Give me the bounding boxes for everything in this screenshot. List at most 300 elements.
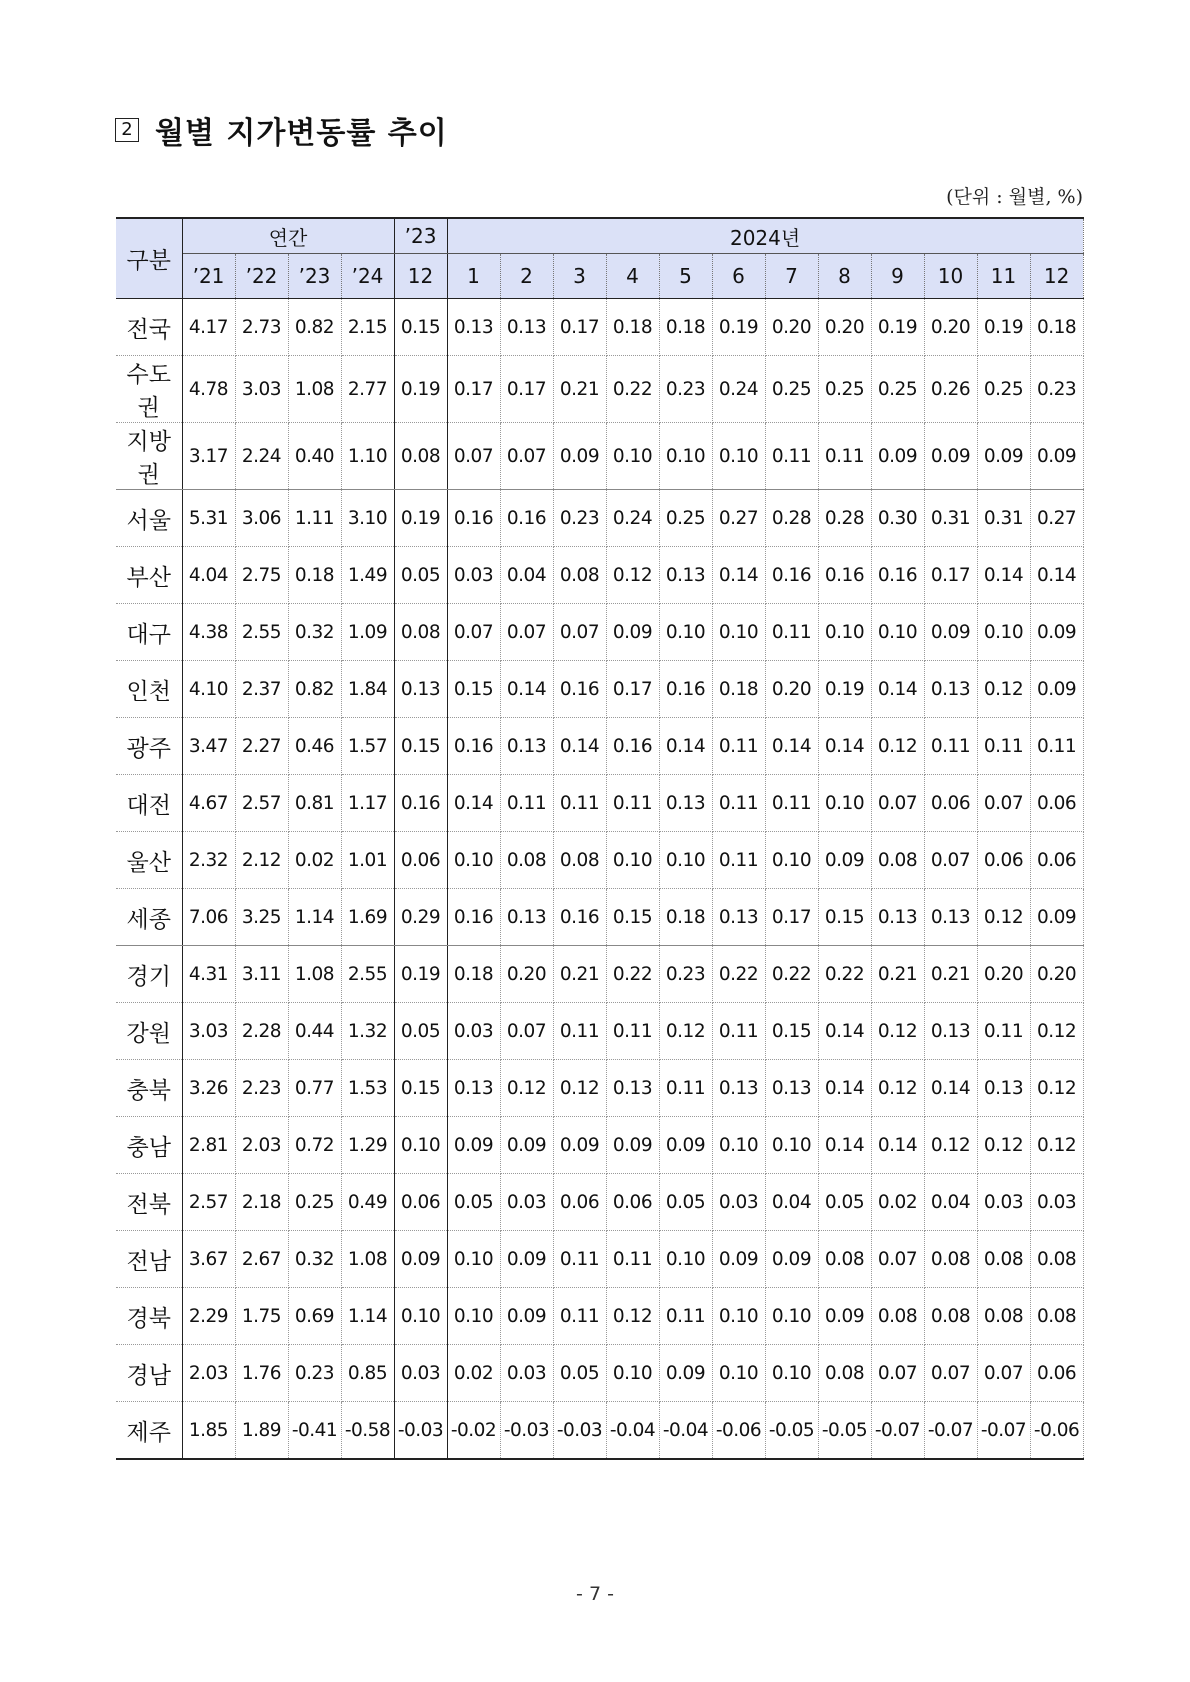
value-cell: 0.07 (871, 1345, 924, 1402)
value-cell: 0.13 (712, 1060, 765, 1117)
value-cell: 0.08 (924, 1288, 977, 1345)
value-cell: 1.10 (341, 423, 394, 490)
value-cell: 0.10 (712, 1117, 765, 1174)
value-cell: 0.20 (1030, 946, 1083, 1003)
value-cell: 0.15 (765, 1003, 818, 1060)
value-cell: 0.12 (500, 1060, 553, 1117)
value-cell: 0.06 (394, 832, 447, 889)
value-cell: 0.07 (500, 1003, 553, 1060)
value-cell: 4.10 (182, 661, 235, 718)
region-cell: 서울 (116, 490, 182, 547)
header-region: 구분 (116, 218, 182, 299)
value-cell: 0.09 (606, 604, 659, 661)
value-cell: 0.40 (288, 423, 341, 490)
value-cell: 0.03 (500, 1174, 553, 1231)
table-row (116, 946, 1083, 1003)
value-cell: 0.14 (712, 547, 765, 604)
value-cell: 1.84 (341, 661, 394, 718)
value-cell: 0.15 (818, 889, 871, 946)
table-row (116, 299, 1083, 356)
value-cell: 0.05 (394, 547, 447, 604)
value-cell: 0.14 (553, 718, 606, 775)
table-row (116, 490, 1083, 547)
value-cell: 0.27 (1030, 490, 1083, 547)
value-cell: 1.08 (288, 356, 341, 423)
section-heading (115, 108, 448, 152)
value-cell: 0.07 (500, 423, 553, 490)
region-cell: 충남 (116, 1117, 182, 1174)
value-cell: 0.09 (553, 1117, 606, 1174)
value-cell: 0.09 (500, 1288, 553, 1345)
value-cell: 2.77 (341, 356, 394, 423)
value-cell: 0.19 (818, 661, 871, 718)
value-cell: -0.04 (606, 1402, 659, 1460)
value-cell: 0.08 (553, 547, 606, 604)
value-cell: 3.03 (235, 356, 288, 423)
value-cell: -0.07 (977, 1402, 1030, 1460)
value-cell: 0.11 (1030, 718, 1083, 775)
value-cell: 0.20 (818, 299, 871, 356)
value-cell: 0.15 (394, 718, 447, 775)
value-cell: 0.31 (924, 490, 977, 547)
value-cell: 0.10 (818, 775, 871, 832)
value-cell: 0.16 (765, 547, 818, 604)
column-header: 7 (765, 254, 818, 299)
column-header: 6 (712, 254, 765, 299)
value-cell: 0.09 (1030, 889, 1083, 946)
value-cell: 2.55 (235, 604, 288, 661)
value-cell: 1.49 (341, 547, 394, 604)
value-cell: 0.03 (500, 1345, 553, 1402)
value-cell: 0.10 (659, 423, 712, 490)
value-cell: 0.14 (977, 547, 1030, 604)
value-cell: 0.11 (659, 1060, 712, 1117)
value-cell: 0.09 (924, 604, 977, 661)
value-cell: 1.69 (341, 889, 394, 946)
region-cell: 경남 (116, 1345, 182, 1402)
value-cell: 0.10 (765, 1345, 818, 1402)
table-row (116, 547, 1083, 604)
value-cell: 0.17 (553, 299, 606, 356)
value-cell: -0.41 (288, 1402, 341, 1460)
value-cell: 0.08 (818, 1231, 871, 1288)
value-cell: 0.69 (288, 1288, 341, 1345)
value-cell: 1.17 (341, 775, 394, 832)
column-header: 3 (553, 254, 606, 299)
value-cell: 0.19 (977, 299, 1030, 356)
value-cell: 0.08 (871, 1288, 924, 1345)
value-cell: 1.85 (182, 1402, 235, 1460)
value-cell: 5.31 (182, 490, 235, 547)
value-cell: 1.09 (341, 604, 394, 661)
value-cell: 0.17 (500, 356, 553, 423)
value-cell: 0.11 (765, 775, 818, 832)
value-cell: -0.58 (341, 1402, 394, 1460)
value-cell: 0.08 (500, 832, 553, 889)
value-cell: 0.03 (394, 1345, 447, 1402)
value-cell: 0.11 (553, 1231, 606, 1288)
value-cell: 2.12 (235, 832, 288, 889)
column-header: ’24 (341, 254, 394, 299)
value-cell: 0.26 (924, 356, 977, 423)
table-row (116, 1060, 1083, 1117)
region-cell: 강원 (116, 1003, 182, 1060)
value-cell: 0.17 (447, 356, 500, 423)
value-cell: 0.13 (659, 775, 712, 832)
value-cell: 0.18 (712, 661, 765, 718)
value-cell: 0.16 (606, 718, 659, 775)
value-cell: 0.18 (288, 547, 341, 604)
value-cell: 0.13 (659, 547, 712, 604)
value-cell: 0.18 (659, 889, 712, 946)
value-cell: 0.23 (288, 1345, 341, 1402)
value-cell: 1.01 (341, 832, 394, 889)
column-header: 8 (818, 254, 871, 299)
value-cell: 0.12 (977, 661, 1030, 718)
value-cell: 0.82 (288, 661, 341, 718)
value-cell: 0.10 (606, 832, 659, 889)
value-cell: 0.08 (871, 832, 924, 889)
value-cell: 0.03 (447, 1003, 500, 1060)
value-cell: 2.18 (235, 1174, 288, 1231)
value-cell: 3.11 (235, 946, 288, 1003)
value-cell: -0.05 (818, 1402, 871, 1460)
value-cell: 0.30 (871, 490, 924, 547)
value-cell: 1.14 (288, 889, 341, 946)
value-cell: 0.24 (606, 490, 659, 547)
value-cell: 1.11 (288, 490, 341, 547)
value-cell: 2.57 (182, 1174, 235, 1231)
value-cell: 0.13 (765, 1060, 818, 1117)
value-cell: 0.12 (553, 1060, 606, 1117)
value-cell: 0.04 (765, 1174, 818, 1231)
value-cell: 0.16 (447, 490, 500, 547)
value-cell: 0.13 (924, 1003, 977, 1060)
value-cell: 0.04 (500, 547, 553, 604)
value-cell: 0.28 (818, 490, 871, 547)
value-cell: 0.08 (1030, 1231, 1083, 1288)
value-cell: 0.07 (871, 775, 924, 832)
region-cell: 울산 (116, 832, 182, 889)
value-cell: 0.22 (606, 946, 659, 1003)
value-cell: 0.09 (1030, 661, 1083, 718)
region-cell: 전북 (116, 1174, 182, 1231)
region-cell: 충북 (116, 1060, 182, 1117)
value-cell: 0.07 (977, 775, 1030, 832)
value-cell: 0.20 (500, 946, 553, 1003)
value-cell: 0.11 (500, 775, 553, 832)
value-cell: 0.05 (447, 1174, 500, 1231)
value-cell: 0.11 (606, 1003, 659, 1060)
header-group-annual: 연간 (182, 218, 394, 254)
region-cell: 경기 (116, 946, 182, 1003)
value-cell: 1.08 (288, 946, 341, 1003)
value-cell: 2.75 (235, 547, 288, 604)
value-cell: 3.06 (235, 490, 288, 547)
value-cell: 0.21 (553, 356, 606, 423)
value-cell: 0.09 (447, 1117, 500, 1174)
value-cell: 0.10 (818, 604, 871, 661)
value-cell: -0.06 (1030, 1402, 1083, 1460)
value-cell: 0.15 (606, 889, 659, 946)
value-cell: 0.29 (394, 889, 447, 946)
value-cell: 0.09 (500, 1231, 553, 1288)
value-cell: 0.10 (659, 1231, 712, 1288)
value-cell: 2.57 (235, 775, 288, 832)
table-row (116, 1231, 1083, 1288)
value-cell: 0.13 (447, 1060, 500, 1117)
value-cell: 0.14 (1030, 547, 1083, 604)
value-cell: 0.15 (394, 1060, 447, 1117)
value-cell: -0.03 (394, 1402, 447, 1460)
region-cell: 세종 (116, 889, 182, 946)
header-group-2024: 2024년 (447, 218, 1083, 254)
value-cell: 0.13 (712, 889, 765, 946)
value-cell: 0.12 (977, 1117, 1030, 1174)
value-cell: 0.13 (447, 299, 500, 356)
value-cell: 0.25 (659, 490, 712, 547)
value-cell: 0.23 (659, 946, 712, 1003)
value-cell: 0.19 (871, 299, 924, 356)
value-cell: 0.31 (977, 490, 1030, 547)
value-cell: 0.85 (341, 1345, 394, 1402)
value-cell: 2.03 (182, 1345, 235, 1402)
section-title: 월별 지가변동률 추이 (155, 116, 448, 151)
value-cell: 0.08 (394, 423, 447, 490)
value-cell: 0.09 (924, 423, 977, 490)
value-cell: 0.11 (712, 775, 765, 832)
value-cell: 0.21 (871, 946, 924, 1003)
value-cell: 0.21 (553, 946, 606, 1003)
value-cell: 0.10 (394, 1288, 447, 1345)
region-cell: 전남 (116, 1231, 182, 1288)
value-cell: 0.18 (447, 946, 500, 1003)
value-cell: 0.25 (977, 356, 1030, 423)
value-cell: 0.16 (553, 661, 606, 718)
region-cell: 제주 (116, 1402, 182, 1460)
value-cell: 0.11 (553, 1003, 606, 1060)
value-cell: 3.17 (182, 423, 235, 490)
value-cell: 0.09 (553, 423, 606, 490)
value-cell: 0.10 (712, 423, 765, 490)
column-header: 12 (394, 254, 447, 299)
value-cell: 0.25 (288, 1174, 341, 1231)
value-cell: 0.25 (818, 356, 871, 423)
value-cell: 0.09 (1030, 604, 1083, 661)
value-cell: 0.10 (977, 604, 1030, 661)
table-row (116, 832, 1083, 889)
column-header: ’21 (182, 254, 235, 299)
value-cell: 0.14 (818, 1003, 871, 1060)
value-cell: 0.11 (765, 604, 818, 661)
value-cell: 0.06 (1030, 1345, 1083, 1402)
value-cell: 0.09 (606, 1117, 659, 1174)
value-cell: 0.11 (553, 1288, 606, 1345)
value-cell: 0.09 (765, 1231, 818, 1288)
value-cell: 0.81 (288, 775, 341, 832)
table-row (116, 1288, 1083, 1345)
value-cell: 4.78 (182, 356, 235, 423)
value-cell: 0.10 (606, 1345, 659, 1402)
table-row (116, 1003, 1083, 1060)
section-number: 2 (115, 118, 139, 142)
value-cell: 0.04 (924, 1174, 977, 1231)
value-cell: 0.82 (288, 299, 341, 356)
value-cell: 0.10 (394, 1117, 447, 1174)
value-cell: 0.10 (659, 604, 712, 661)
value-cell: 0.03 (1030, 1174, 1083, 1231)
value-cell: 0.28 (765, 490, 818, 547)
region-cell: 부산 (116, 547, 182, 604)
column-header: ’23 (288, 254, 341, 299)
table-row (116, 1402, 1083, 1460)
table-row (116, 604, 1083, 661)
value-cell: 3.10 (341, 490, 394, 547)
value-cell: 0.13 (606, 1060, 659, 1117)
value-cell: 0.11 (977, 718, 1030, 775)
value-cell: 0.21 (924, 946, 977, 1003)
value-cell: 0.09 (818, 832, 871, 889)
value-cell: 1.08 (341, 1231, 394, 1288)
value-cell: 0.20 (765, 299, 818, 356)
value-cell: 0.23 (659, 356, 712, 423)
value-cell: 0.14 (447, 775, 500, 832)
value-cell: 4.38 (182, 604, 235, 661)
value-cell: 0.27 (712, 490, 765, 547)
value-cell: 1.14 (341, 1288, 394, 1345)
value-cell: 0.02 (288, 832, 341, 889)
value-cell: 0.16 (447, 718, 500, 775)
value-cell: 0.13 (394, 661, 447, 718)
table-row (116, 1345, 1083, 1402)
value-cell: 0.22 (606, 356, 659, 423)
value-cell: 0.08 (977, 1288, 1030, 1345)
value-cell: -0.03 (553, 1402, 606, 1460)
value-cell: -0.07 (924, 1402, 977, 1460)
value-cell: 1.29 (341, 1117, 394, 1174)
value-cell: 2.03 (235, 1117, 288, 1174)
column-header: ’22 (235, 254, 288, 299)
value-cell: 0.17 (924, 547, 977, 604)
value-cell: 0.03 (977, 1174, 1030, 1231)
value-cell: 2.81 (182, 1117, 235, 1174)
table-row (116, 1174, 1083, 1231)
value-cell: 0.25 (765, 356, 818, 423)
value-cell: 0.14 (818, 1060, 871, 1117)
value-cell: 0.13 (871, 889, 924, 946)
value-cell: 2.29 (182, 1288, 235, 1345)
value-cell: 0.77 (288, 1060, 341, 1117)
value-cell: 0.13 (500, 889, 553, 946)
table-row (116, 1117, 1083, 1174)
table-row (116, 889, 1083, 946)
value-cell: 0.12 (606, 1288, 659, 1345)
value-cell: 0.14 (818, 1117, 871, 1174)
value-cell: 0.13 (977, 1060, 1030, 1117)
value-cell: 0.49 (341, 1174, 394, 1231)
value-cell: 2.67 (235, 1231, 288, 1288)
value-cell: 0.18 (606, 299, 659, 356)
value-cell: 0.72 (288, 1117, 341, 1174)
value-cell: 0.07 (500, 604, 553, 661)
value-cell: 0.12 (871, 718, 924, 775)
land-price-table (116, 217, 1084, 1460)
value-cell: 0.06 (1030, 775, 1083, 832)
value-cell: 0.11 (712, 718, 765, 775)
value-cell: 0.17 (765, 889, 818, 946)
value-cell: 0.07 (924, 832, 977, 889)
value-cell: 0.16 (447, 889, 500, 946)
value-cell: 3.47 (182, 718, 235, 775)
value-cell: 0.10 (659, 832, 712, 889)
value-cell: 0.12 (871, 1003, 924, 1060)
column-header: 4 (606, 254, 659, 299)
value-cell: 0.22 (818, 946, 871, 1003)
region-cell: 수도권 (116, 356, 182, 423)
value-cell: 0.44 (288, 1003, 341, 1060)
value-cell: 0.13 (924, 889, 977, 946)
value-cell: 0.11 (712, 1003, 765, 1060)
value-cell: 2.37 (235, 661, 288, 718)
value-cell: 0.14 (765, 718, 818, 775)
value-cell: 0.09 (818, 1288, 871, 1345)
value-cell: 0.11 (659, 1288, 712, 1345)
value-cell: 0.10 (712, 604, 765, 661)
column-header: 10 (924, 254, 977, 299)
region-cell: 전국 (116, 299, 182, 356)
value-cell: 0.03 (447, 547, 500, 604)
value-cell: 2.15 (341, 299, 394, 356)
value-cell: 0.07 (447, 423, 500, 490)
value-cell: 0.19 (394, 356, 447, 423)
value-cell: 2.73 (235, 299, 288, 356)
value-cell: 0.11 (924, 718, 977, 775)
value-cell: 0.32 (288, 604, 341, 661)
table-body (116, 299, 1083, 1460)
value-cell: 0.23 (1030, 356, 1083, 423)
column-header: 2 (500, 254, 553, 299)
value-cell: 0.09 (712, 1231, 765, 1288)
value-cell: 0.11 (977, 1003, 1030, 1060)
value-cell: 1.75 (235, 1288, 288, 1345)
value-cell: 0.15 (394, 299, 447, 356)
value-cell: 1.32 (341, 1003, 394, 1060)
value-cell: 3.03 (182, 1003, 235, 1060)
value-cell: 0.11 (606, 1231, 659, 1288)
value-cell: 0.10 (447, 1231, 500, 1288)
value-cell: 3.25 (235, 889, 288, 946)
value-cell: 4.17 (182, 299, 235, 356)
value-cell: 4.31 (182, 946, 235, 1003)
value-cell: 3.26 (182, 1060, 235, 1117)
value-cell: 0.32 (288, 1231, 341, 1288)
value-cell: 0.16 (871, 547, 924, 604)
value-cell: 0.14 (871, 661, 924, 718)
column-header: 9 (871, 254, 924, 299)
value-cell: 0.10 (765, 1117, 818, 1174)
value-cell: 0.20 (924, 299, 977, 356)
value-cell: 0.06 (977, 832, 1030, 889)
value-cell: -0.05 (765, 1402, 818, 1460)
value-cell: 0.11 (765, 423, 818, 490)
value-cell: 1.76 (235, 1345, 288, 1402)
table-row (116, 775, 1083, 832)
value-cell: 0.13 (924, 661, 977, 718)
value-cell: 2.24 (235, 423, 288, 490)
column-header: 12 (1030, 254, 1083, 299)
value-cell: 0.07 (447, 604, 500, 661)
value-cell: 0.16 (553, 889, 606, 946)
